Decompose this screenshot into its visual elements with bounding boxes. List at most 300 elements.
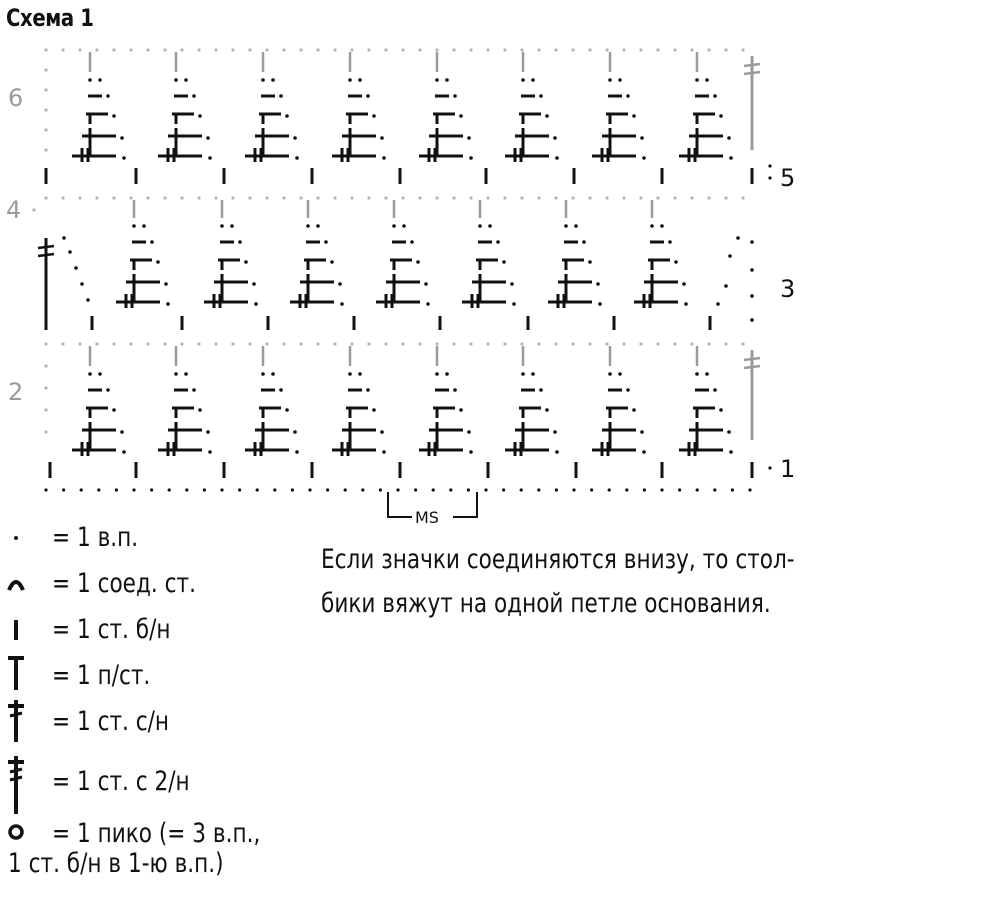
- chain-dot: [208, 450, 212, 454]
- chain-dot: [554, 196, 557, 199]
- chain-dot: [588, 48, 591, 51]
- tr-stitch: [744, 358, 760, 360]
- chain-dot: [571, 342, 574, 345]
- chain-dot: [68, 250, 72, 254]
- chain-dot: [435, 48, 438, 51]
- legend-text: = 1 ст. с/н: [52, 706, 170, 737]
- chain-dot: [78, 196, 81, 199]
- chain-dot: [716, 302, 720, 306]
- chain-dot: [214, 48, 217, 51]
- chain-dot: [695, 372, 699, 376]
- chain-dot: [252, 282, 256, 286]
- chain-dot: [198, 114, 202, 118]
- row-number-6: 6: [8, 84, 24, 112]
- chain-dot: [673, 342, 676, 345]
- stitch-motif: [548, 224, 602, 308]
- chain-dot: [486, 48, 489, 51]
- chain-dot: [571, 196, 574, 199]
- chain-dot: [453, 388, 457, 392]
- chain-dot: [184, 372, 188, 376]
- chain-dot: [316, 224, 320, 228]
- chain-dot: [713, 388, 717, 392]
- chain-dot: [608, 78, 612, 82]
- chain-dot: [238, 488, 241, 491]
- repeat-bracket: [388, 492, 477, 527]
- chain-dot: [248, 342, 251, 345]
- tr-stitch: [38, 246, 54, 248]
- chain-dot: [61, 48, 64, 51]
- chain-dot: [690, 196, 693, 199]
- chain-dot: [316, 342, 319, 345]
- chain-dot: [690, 48, 693, 51]
- chain-dot: [150, 488, 153, 491]
- chain-dot: [467, 136, 471, 140]
- chain-dot: [503, 342, 506, 345]
- chain-dot: [705, 372, 709, 376]
- chain-dot: [97, 488, 100, 491]
- stitch-motif: [376, 224, 430, 308]
- chain-dot: [163, 342, 166, 345]
- chain-dot: [503, 48, 506, 51]
- chain-dot: [596, 282, 600, 286]
- chain-dot: [520, 48, 523, 51]
- chain-dot: [174, 78, 178, 82]
- chain-dot: [478, 224, 482, 228]
- chain-dot: [44, 430, 47, 433]
- chain-dot: [741, 196, 744, 199]
- chain-dot: [469, 156, 473, 160]
- chain-dot: [348, 372, 352, 376]
- chain-dot: [256, 488, 259, 491]
- chain-dot: [537, 342, 540, 345]
- chain-dot: [156, 260, 160, 264]
- chain-dot: [545, 114, 549, 118]
- chain-dot: [122, 156, 126, 160]
- chain-dot: [582, 240, 586, 244]
- chain-dot: [486, 342, 489, 345]
- chain-dot: [344, 488, 347, 491]
- chain-dot: [120, 430, 124, 434]
- chain-dot: [748, 488, 751, 491]
- chain-dot: [426, 302, 430, 306]
- chain-dot: [640, 136, 644, 140]
- note-line-2: бики вяжут на одной петле основания.: [321, 588, 771, 619]
- chain-dot: [146, 342, 149, 345]
- chain-dot: [122, 450, 126, 454]
- chain-dot: [163, 196, 166, 199]
- stitch-motif: [679, 78, 733, 162]
- chain-dot: [520, 196, 523, 199]
- chain-dot: [248, 196, 251, 199]
- chain-dot: [625, 488, 628, 491]
- chain-dot: [261, 372, 265, 376]
- stitch-motif: [245, 372, 299, 456]
- chain-dot: [435, 196, 438, 199]
- chain-dot: [520, 342, 523, 345]
- tr-stitch: [38, 254, 54, 256]
- chain-dot: [768, 176, 771, 179]
- chain-dot: [639, 48, 642, 51]
- chain-dot: [231, 342, 234, 345]
- stitch-motif: [634, 224, 688, 308]
- chain-dot: [44, 48, 47, 51]
- chain-dot: [350, 196, 353, 199]
- chain-dot: [44, 128, 47, 131]
- chain-dot: [380, 136, 384, 140]
- chain-dot: [401, 196, 404, 199]
- chain-dot: [164, 282, 168, 286]
- chain-dot: [44, 88, 47, 91]
- chain-dot: [401, 342, 404, 345]
- row-number-1: 1: [780, 455, 796, 483]
- chain-dot: [729, 450, 733, 454]
- chain-dot: [220, 224, 224, 228]
- chain-dot: [750, 240, 754, 244]
- chain-dot: [279, 94, 283, 98]
- chain-dot: [684, 302, 688, 306]
- chain-dot: [372, 408, 376, 412]
- chain-dot: [326, 488, 329, 491]
- chain-dot: [88, 78, 92, 82]
- chain-dot: [639, 196, 642, 199]
- chain-dot: [571, 48, 574, 51]
- chain-dot: [203, 488, 206, 491]
- chain-dot: [80, 282, 84, 286]
- chain-dot: [273, 488, 276, 491]
- chain-dot: [521, 78, 525, 82]
- chain-dot: [88, 372, 92, 376]
- chain-dot: [469, 450, 473, 454]
- chain-dot: [418, 196, 421, 199]
- chain-dot: [231, 196, 234, 199]
- chain-dot: [750, 268, 754, 272]
- chain-dot: [445, 78, 449, 82]
- chain-dot: [330, 260, 334, 264]
- chain-dot: [503, 196, 506, 199]
- chain-dot: [531, 372, 535, 376]
- chain-dot: [467, 430, 471, 434]
- chain-dot: [78, 48, 81, 51]
- chain-dot: [285, 114, 289, 118]
- chain-dot: [106, 94, 110, 98]
- chain-dot: [382, 156, 386, 160]
- chain-dot: [496, 240, 500, 244]
- chain-dot: [379, 488, 382, 491]
- chain-dot: [295, 450, 299, 454]
- stitch-motif: [290, 224, 344, 308]
- chain-dot: [206, 136, 210, 140]
- chain-dot: [537, 48, 540, 51]
- chain-dot: [488, 224, 492, 228]
- chain-dot: [120, 136, 124, 140]
- chain-dot: [713, 94, 717, 98]
- row-number-4: 4: [6, 196, 22, 224]
- chain-dot: [279, 388, 283, 392]
- tr-stitch: [744, 64, 760, 66]
- chain-dot: [668, 240, 672, 244]
- chain-dot: [727, 430, 731, 434]
- legend-text: = 1 в.п.: [52, 522, 139, 553]
- legend-continuation: 1 ст. б/н в 1-ю в.п.): [8, 848, 224, 879]
- chain-dot: [316, 48, 319, 51]
- chain-dot: [435, 78, 439, 82]
- chain-dot: [214, 342, 217, 345]
- chain-dot: [729, 156, 733, 160]
- chain-dot: [44, 488, 47, 491]
- chain-dot: [656, 48, 659, 51]
- legend-item-half-double: [0, 654, 340, 694]
- chain-dot: [719, 408, 723, 412]
- chain-dot: [44, 68, 47, 71]
- chain-dot: [197, 342, 200, 345]
- chain-dot: [520, 488, 523, 491]
- chain-dot: [598, 302, 602, 306]
- chain-dot: [384, 342, 387, 345]
- chain-dot: [168, 488, 171, 491]
- chain-dot: [643, 488, 646, 491]
- chain-dot: [719, 114, 723, 118]
- chain-dot: [741, 48, 744, 51]
- chain-dot: [750, 318, 754, 322]
- chain-dot: [112, 408, 116, 412]
- chain-dot: [231, 48, 234, 51]
- chain-dot: [727, 136, 731, 140]
- chain-dot: [531, 78, 535, 82]
- chain-dot: [392, 224, 396, 228]
- chain-dot: [340, 302, 344, 306]
- stitch-motif: [116, 224, 170, 308]
- chain-dot: [696, 488, 699, 491]
- stitch-motif: [204, 224, 258, 308]
- chain-dot: [306, 224, 310, 228]
- chain-dot: [724, 284, 728, 288]
- legend-text: = 1 пико (= 3 в.п.,: [52, 818, 261, 849]
- chain-dot: [248, 48, 251, 51]
- chain-dot: [265, 342, 268, 345]
- chain-dot: [750, 294, 754, 298]
- chain-dot: [261, 78, 265, 82]
- chain-dot: [44, 408, 47, 411]
- chain-dot: [372, 114, 376, 118]
- chain-dot: [367, 196, 370, 199]
- single-crochet-tick-icon: [0, 608, 40, 648]
- chain-dot: [484, 488, 487, 491]
- chain-dot: [418, 342, 421, 345]
- chain-dot: [358, 78, 362, 82]
- stitch-motif: [505, 78, 559, 162]
- chain-dot: [608, 372, 612, 376]
- chain-dot: [299, 342, 302, 345]
- chain-dot: [244, 260, 248, 264]
- chain-dot: [416, 260, 420, 264]
- chain-dot: [197, 48, 200, 51]
- chain-dot: [564, 224, 568, 228]
- chain-dot: [44, 108, 47, 111]
- chain-dot: [254, 302, 258, 306]
- chain-dot: [724, 48, 727, 51]
- chain-dot: [348, 78, 352, 82]
- chain-dot: [424, 282, 428, 286]
- chain-dot: [166, 302, 170, 306]
- chain-dot: [197, 196, 200, 199]
- chain-dot: [295, 156, 299, 160]
- chain-dot: [44, 342, 47, 345]
- chain-dot: [449, 488, 452, 491]
- chain-dot: [230, 224, 234, 228]
- chain-dot: [555, 488, 558, 491]
- chain-dot: [640, 430, 644, 434]
- chain-dot: [150, 240, 154, 244]
- chain-dot: [486, 196, 489, 199]
- chain-dot: [731, 488, 734, 491]
- chain-dot: [452, 342, 455, 345]
- legend-item-double-crochet: [0, 700, 340, 740]
- chain-dots-background: [32, 48, 771, 491]
- chain-dot: [174, 372, 178, 376]
- chain-dot: [106, 388, 110, 392]
- chain-dot: [299, 48, 302, 51]
- slip-stitch-arc-icon: [0, 562, 40, 602]
- chain-dot: [366, 94, 370, 98]
- chain-dot: [537, 488, 540, 491]
- chain-dot: [642, 156, 646, 160]
- chain-dot: [618, 372, 622, 376]
- chain-dot: [238, 240, 242, 244]
- chain-dot: [214, 196, 217, 199]
- chain-dot: [590, 488, 593, 491]
- chain-dot: [44, 364, 47, 367]
- chain-dot: [192, 388, 196, 392]
- chain-dot: [553, 136, 557, 140]
- chain-dot: [180, 48, 183, 51]
- chain-dot: [537, 196, 540, 199]
- stitch-motif: [158, 372, 212, 456]
- chain-dot: [316, 196, 319, 199]
- chain-dot: [418, 48, 421, 51]
- chain-dot: [632, 114, 636, 118]
- chain-dot: [32, 208, 35, 211]
- chain-dot: [333, 342, 336, 345]
- note-line-1: Если значки соединяются внизу, то стол-: [321, 544, 795, 575]
- chain-dot: [366, 388, 370, 392]
- chain-dot: [608, 488, 611, 491]
- stitch-motif: [245, 78, 299, 162]
- chain-dot: [180, 342, 183, 345]
- stitch-motif: [592, 78, 646, 162]
- row-number-3: 3: [780, 275, 796, 303]
- chain-dot: [282, 342, 285, 345]
- stitch-motif: [158, 78, 212, 162]
- chain-dot: [367, 342, 370, 345]
- legend-text: = 1 ст. б/н: [52, 614, 171, 645]
- chain-dot: [626, 388, 630, 392]
- chain-dot: [656, 342, 659, 345]
- chain-dot: [622, 48, 625, 51]
- chain-dot: [86, 298, 90, 302]
- legend-item-picot: [0, 812, 340, 852]
- chain-dot: [452, 196, 455, 199]
- picot-circle-icon: [0, 812, 40, 852]
- chain-dot: [333, 48, 336, 51]
- chain-dot: [206, 430, 210, 434]
- chain-dot: [660, 224, 664, 228]
- chain-dot: [724, 342, 727, 345]
- chain-dot: [291, 488, 294, 491]
- chain-dot: [572, 488, 575, 491]
- chain-dot: [554, 48, 557, 51]
- chain-dot: [469, 196, 472, 199]
- chain-dot: [74, 266, 78, 270]
- chain-dot: [384, 48, 387, 51]
- chain-dot: [78, 342, 81, 345]
- chain-dot: [660, 488, 663, 491]
- stitch-motifs: [72, 78, 733, 456]
- chain-dot: [146, 196, 149, 199]
- chain-dot: [605, 48, 608, 51]
- chain-dot: [674, 260, 678, 264]
- chain-dot: [673, 196, 676, 199]
- chain-dot: [618, 78, 622, 82]
- chain-dot: [62, 236, 66, 240]
- chain-dot: [632, 408, 636, 412]
- chain-dot: [510, 282, 514, 286]
- chain-dot: [707, 196, 710, 199]
- chain-dot: [61, 196, 64, 199]
- legend-item-chain: [0, 516, 340, 556]
- chain-dot: [115, 488, 118, 491]
- chain-dot: [545, 408, 549, 412]
- chain-dot: [384, 196, 387, 199]
- chain-dot: [282, 48, 285, 51]
- chain-dot: [208, 156, 212, 160]
- chain-dot: [435, 372, 439, 376]
- chain-dot: [452, 48, 455, 51]
- chain-dot: [163, 48, 166, 51]
- chain-dot: [380, 430, 384, 434]
- chain-dot: [736, 236, 740, 240]
- chain-dot: [453, 94, 457, 98]
- chain-dot: [112, 196, 115, 199]
- chain-dot: [728, 254, 732, 258]
- chain-dot: [361, 488, 364, 491]
- legend-text: = 1 ст. с 2/н: [52, 766, 190, 797]
- chain-dot: [95, 196, 98, 199]
- chain-dot: [605, 342, 608, 345]
- chain-dot: [622, 342, 625, 345]
- chain-dot: [435, 342, 438, 345]
- chain-dot: [682, 282, 686, 286]
- note-text: [321, 538, 795, 626]
- chain-dot: [521, 372, 525, 376]
- chain-dot: [690, 342, 693, 345]
- chain-dot: [44, 386, 47, 389]
- chain-dot: [650, 224, 654, 228]
- chain-dot: [539, 388, 543, 392]
- chain-dot: [768, 164, 771, 167]
- chain-dot: [285, 408, 289, 412]
- chain-dot: [414, 488, 417, 491]
- chain-dot: [459, 114, 463, 118]
- chain-dot: [382, 450, 386, 454]
- chain-dot: [293, 136, 297, 140]
- chain-dot: [574, 224, 578, 228]
- chain-dot: [184, 78, 188, 82]
- stitch-motif: [332, 372, 386, 456]
- chain-dot: [282, 196, 285, 199]
- chain-dot: [512, 302, 516, 306]
- chain-dot: [358, 372, 362, 376]
- stitch-motif: [592, 372, 646, 456]
